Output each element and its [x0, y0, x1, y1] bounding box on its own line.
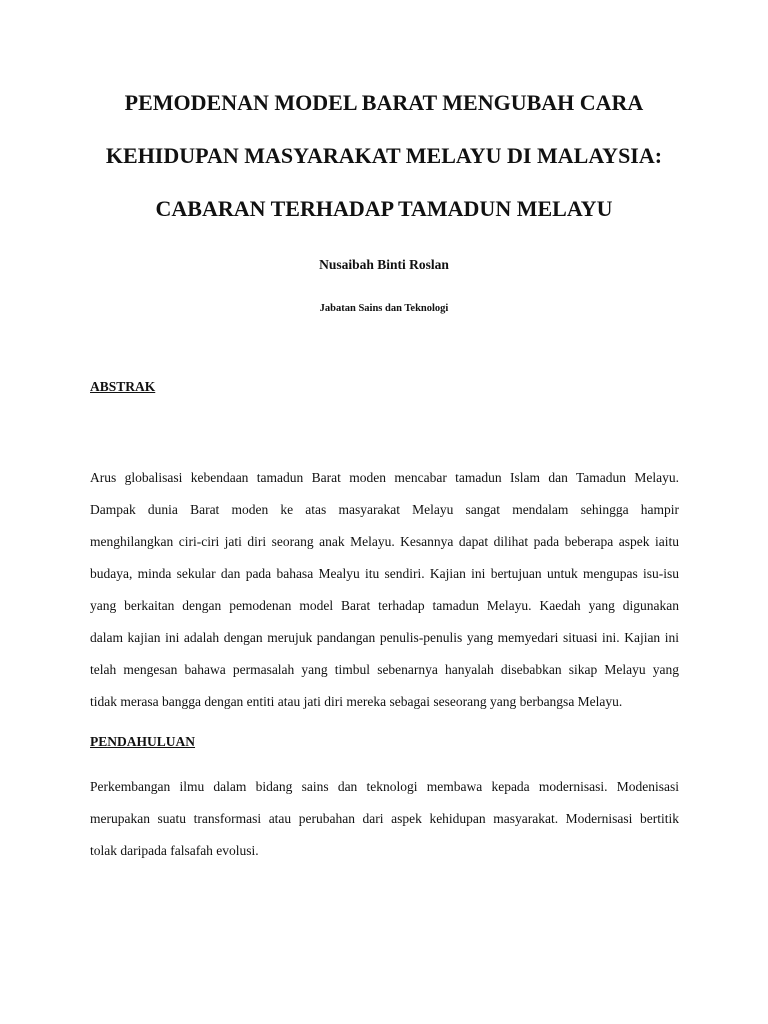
author-affiliation: Jabatan Sains dan Teknologi [319, 303, 449, 314]
abstract-heading: ABSTRAK [90, 379, 156, 394]
introduction-line: merupakan suatu transformasi atau perubahan dari aspek kehidupan masyarakat. Modernisasi bertitik [90, 811, 679, 826]
title-line-2: KEHIDUPAN MASYARAKAT MELAYU DI MALAYSIA: [105, 143, 663, 168]
title-line-1: PEMODENAN MODEL BARAT MENGUBAH CARA [124, 90, 644, 115]
abstract-paragraph [90, 462, 679, 718]
abstract-line: Dampak dunia Barat moden ke atas masyarakat Melayu sangat mendalam sehingga hampir [90, 502, 679, 517]
author-name: Nusaibah Binti Roslan [319, 257, 449, 272]
introduction-line: tolak daripada falsafah evolusi. [90, 843, 259, 858]
title-line-3: CABARAN TERHADAP TAMADUN MELAYU [155, 196, 613, 221]
introduction-line: Perkembangan ilmu dalam bidang sains dan teknologi membawa kepada modernisasi. Modenisasi [90, 779, 679, 794]
introduction-heading: PENDAHULUAN [90, 734, 196, 749]
abstract-line: yang berkaitan dengan pemodenan model Barat terhadap tamadun Melayu. Kaedah yang digunakan [90, 598, 679, 613]
abstract-line: telah mengesan bahawa permasalah yang timbul sebenarnya hanyalah disebabkan sikap Melayu yang [90, 662, 679, 677]
abstract-line: Arus globalisasi kebendaan tamadun Barat moden mencabar tamadun Islam dan Tamadun Melayu. [90, 470, 679, 485]
abstract-line: menghilangkan ciri-ciri jati diri seorang anak Melayu. Kesannya dapat dilihat pada beberapa aspek iaitu [90, 534, 679, 549]
abstract-line: tidak merasa bangga dengan entiti atau jati diri mereka sebagai seseorang yang berbangsa Melayu. [90, 694, 623, 709]
introduction-paragraph [90, 771, 679, 867]
abstract-line: dalam kajian ini adalah dengan merujuk pandangan penulis-penulis yang memyedari situasi ini. Kajian ini [90, 630, 679, 645]
abstract-line: budaya, minda sekular dan pada bahasa Mealyu itu sendiri. Kajian ini bertujuan untuk mengupas isu-isu [90, 566, 679, 581]
